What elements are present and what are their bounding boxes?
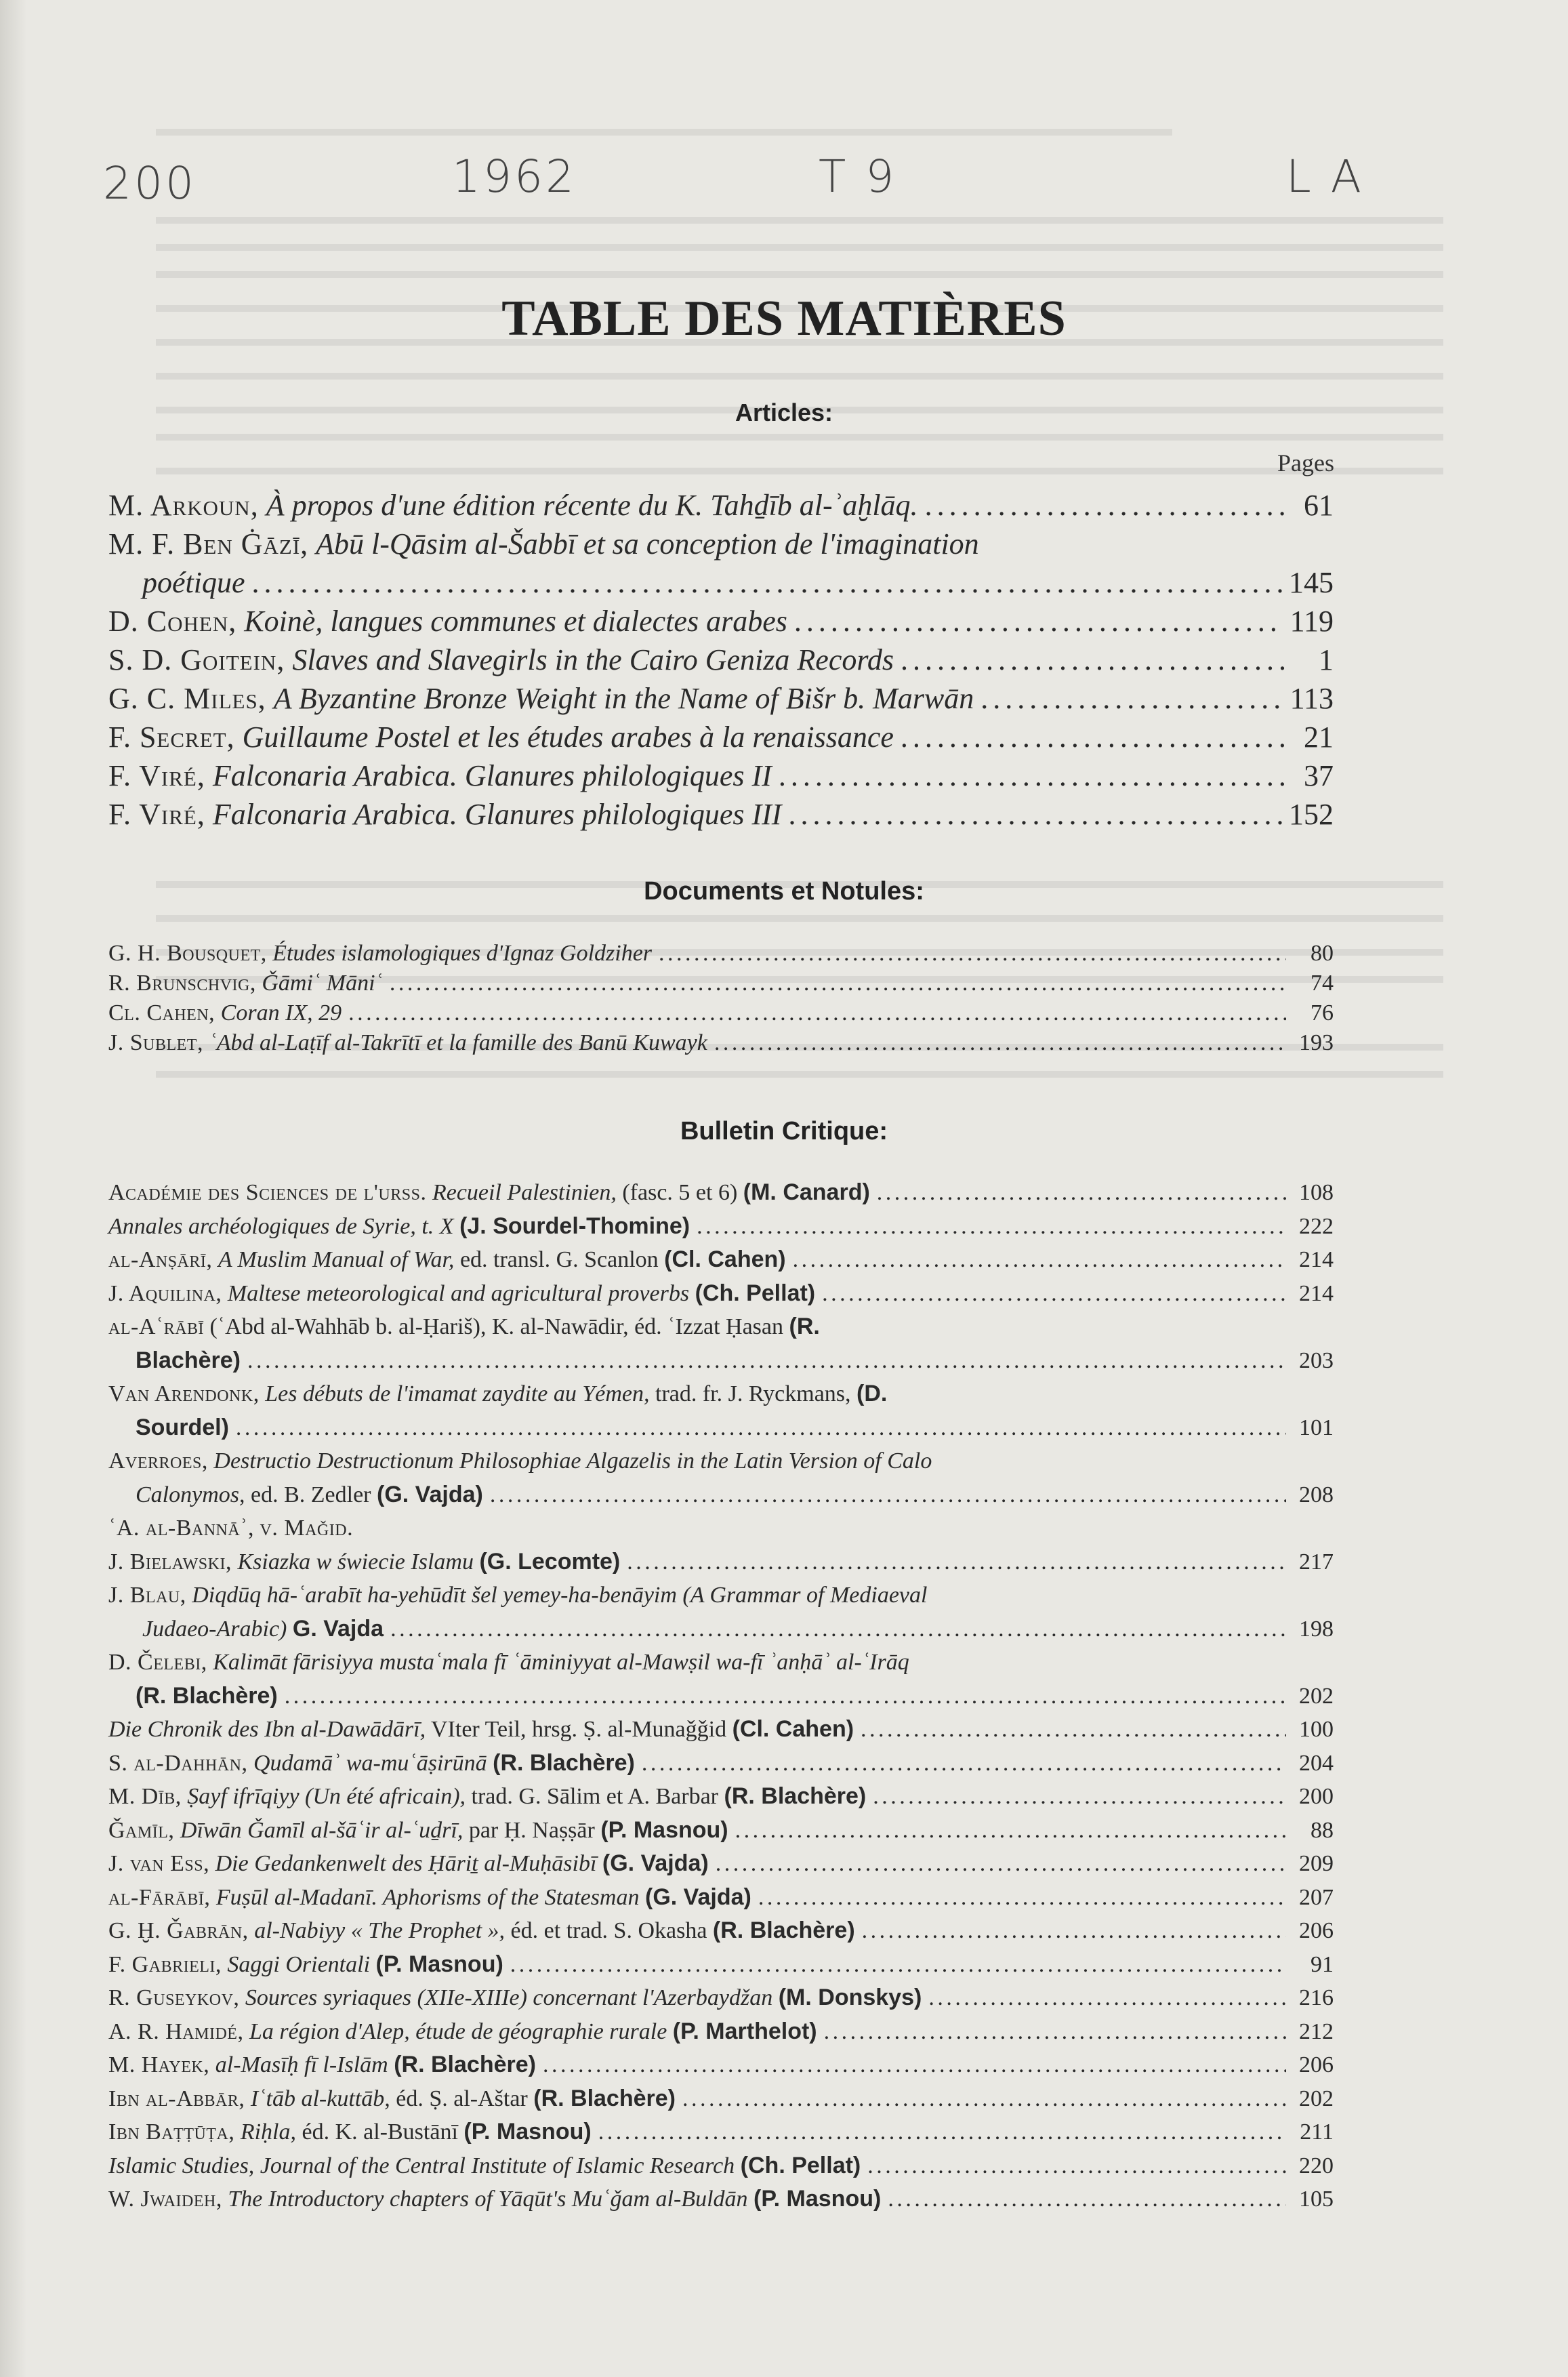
page-fold-shadow — [0, 0, 27, 2377]
entry-page: 74 — [1311, 971, 1334, 996]
list-item — [108, 1881, 1334, 1915]
entry-page: 108 — [1299, 1180, 1334, 1205]
entry-page: 214 — [1299, 1247, 1334, 1272]
entry-reviewer: (M. Canard) — [743, 1179, 870, 1205]
entry-page: 222 — [1299, 1213, 1334, 1239]
entry-author: R. Guseykov, — [108, 1985, 240, 2010]
entry-page: 207 — [1299, 1884, 1334, 1910]
list-item — [108, 1176, 1334, 1210]
entry-author: J. Aquilina, — [108, 1280, 222, 1306]
entry-title: Abū l-Qāsim al-Šabbī et sa conception de l'imagination — [316, 527, 979, 561]
entry-author: M. F. Ben Ġāzī, — [108, 527, 309, 561]
list-item — [108, 1028, 1334, 1058]
entry-title: A Byzantine Bronze Weight in the Name of Bišr b. Marwān — [273, 682, 974, 715]
entry-page: 119 — [1290, 605, 1334, 638]
entry-page: 214 — [1299, 1280, 1334, 1306]
list-item — [108, 756, 1334, 795]
entry-title: Islamic Studies, Journal of the Central Institute of Islamic Research — [108, 2153, 735, 2178]
handwritten-annotation-2: 1962 — [452, 150, 577, 203]
entry-reviewer: (P. Marthelot) — [672, 2018, 817, 2044]
pages-label: Pages — [1277, 449, 1334, 476]
handwritten-annotation-3: T 9 — [819, 150, 897, 203]
list-item — [108, 1981, 1334, 2015]
entry-title: Sources syriaques (XIIe-XIIIe) concernant l'Azerbaydžan — [245, 1985, 773, 2010]
entry-author: Ǧamīl, — [108, 1817, 175, 1843]
entry-title-cont: Calonymos, — [136, 1482, 245, 1507]
entry-page: 101 — [1299, 1415, 1334, 1440]
list-item — [108, 1545, 1334, 1579]
entry-title: Ǧāmiʿ Māniʿ — [262, 971, 383, 996]
entry-page: 91 — [1311, 1951, 1334, 1977]
entry-title: Guillaume Postel et les études arabes à la renaissance — [242, 720, 894, 754]
entry-reviewer: (G. Vajda) — [645, 1884, 751, 1910]
entry-details: VIter Teil, hrsg. Ṣ. al-Munaǧǧid — [431, 1717, 727, 1742]
entry-page: 200 — [1299, 1784, 1334, 1809]
entry-author: W. Jwaideh, — [108, 2187, 222, 2212]
entry-author: F. Viré, — [108, 798, 205, 831]
entry-author: M. Dīb, — [108, 1784, 182, 1809]
list-item — [108, 641, 1334, 679]
entry-details: ed. transl. G. Scanlon — [459, 1247, 659, 1272]
entry-page: 204 — [1299, 1750, 1334, 1776]
entry-author: J. van Ess, — [108, 1851, 210, 1876]
entry-reviewer: (R. Blachère) — [724, 1783, 867, 1809]
entry-reviewer: (R. Blachère) — [712, 1917, 855, 1943]
entry-page: 1 — [1319, 643, 1334, 676]
entry-reviewer: (G. Vajda) — [602, 1850, 709, 1876]
entry-title: Saggi Orientali — [227, 1951, 371, 1977]
entry-reviewer: (Cl. Cahen) — [732, 1716, 854, 1742]
entry-details: éd. et trad. S. Okasha — [510, 1918, 707, 1943]
entry-page: 211 — [1300, 2119, 1334, 2145]
entry-reviewer: (R. — [789, 1314, 820, 1339]
list-item — [108, 2149, 1334, 2183]
entry-title: Falconaria Arabica. Glanures philologiques III — [212, 798, 782, 831]
list-item — [108, 1814, 1334, 1848]
list-item — [108, 2115, 1334, 2149]
documents-list — [108, 939, 1334, 1058]
entry-author: R. Brunschvig, — [108, 971, 256, 996]
entry-author: Ibn al-Abbār, — [108, 2086, 245, 2111]
list-item — [108, 1511, 1334, 1545]
page-title: TABLE DES MATIÈRES — [501, 291, 1067, 346]
list-item — [108, 1444, 1334, 1511]
entry-title: al-Nabiyy « The Prophet », — [254, 1918, 506, 1943]
documents-heading: Documents et Notules: — [644, 877, 924, 906]
entry-title: Koinè, langues communes et dialectes arabes — [244, 605, 787, 638]
entry-title: À propos d'une édition récente du K. Tahḏīb al-ʾaḫlāq. — [266, 489, 918, 522]
list-item — [108, 1747, 1334, 1781]
list-item — [108, 795, 1334, 834]
entry-author: G. Ḫ. Ǧabrān, — [108, 1918, 249, 1943]
list-item — [108, 1310, 1334, 1377]
list-item — [108, 1210, 1334, 1244]
list-item — [108, 969, 1334, 998]
entry-author: S. D. Goitein, — [108, 643, 285, 676]
entry-details: par Ḥ. Naṣṣār — [468, 1817, 595, 1843]
list-item — [108, 525, 1334, 602]
entry-author: Ibn Baṭṭūṭa, — [108, 2119, 235, 2145]
entry-title: Die Gedankenwelt des Ḥāriṯ al-Muḥāsibī — [215, 1851, 597, 1876]
entry-author: ʿA. al-Bannāʾ, — [108, 1516, 255, 1541]
entry-title: Ṣayf ifrīqiyy (Un été africain), — [187, 1784, 466, 1809]
entry-page: 61 — [1304, 489, 1334, 522]
entry-title: Diqdūq hā-ʿarabīt ha-yehūdīt šel yemey-ha-benāyim (A Grammar of Mediaeval — [192, 1583, 928, 1608]
entry-reviewer: (D. — [857, 1381, 888, 1406]
entry-author: Cl. Cahen, — [108, 1000, 215, 1025]
entry-reviewer: (G. Vajda) — [377, 1481, 483, 1507]
entry-title: Annales archéologiques de Syrie, t. X — [108, 1213, 454, 1239]
entry-details: v. Maǧid. — [260, 1516, 354, 1541]
entry-reviewer: (G. Lecomte) — [479, 1548, 621, 1574]
entry-title: Falconaria Arabica. Glanures philologiques II — [212, 759, 772, 792]
list-item — [108, 1277, 1334, 1311]
entry-reviewer: (R. Blachère) — [533, 2085, 676, 2111]
entry-page: 202 — [1299, 2086, 1334, 2111]
entry-page: 208 — [1299, 1482, 1334, 1507]
list-item — [108, 718, 1334, 756]
list-item — [108, 1914, 1334, 1948]
entry-reviewer-cont: Blachère) — [136, 1347, 241, 1373]
entry-reviewer: (P. Masnou) — [463, 2119, 592, 2145]
entry-details: (ʿAbd al-Wahhāb b. al-Ḥariš), K. al-Nawādir, éd. ʿIzzat Ḥasan — [209, 1314, 783, 1339]
entry-reviewer: (R. Blachère) — [493, 1749, 635, 1776]
entry-title: Iʿtāb al-kuttāb, — [250, 2086, 390, 2111]
entry-author: J. Bielawski, — [108, 1549, 232, 1574]
entry-page: 21 — [1304, 720, 1334, 754]
entry-reviewer: (P. Masnou) — [375, 1951, 503, 1977]
list-item — [108, 1948, 1334, 1982]
entry-reviewer: (R. Blachère) — [136, 1682, 278, 1709]
entry-reviewer: (J. Sourdel-Thomine) — [459, 1213, 690, 1239]
entry-title-cont: Judaeo-Arabic) — [142, 1616, 287, 1642]
entry-page: 80 — [1311, 941, 1334, 966]
entry-title: Coran IX, 29 — [220, 1000, 342, 1025]
list-item — [108, 998, 1334, 1028]
entry-page: 206 — [1299, 1918, 1334, 1943]
entry-title: Qudamāʾ wa-muʿāṣirūnā — [253, 1750, 487, 1776]
entry-title-cont: poétique — [142, 566, 245, 599]
entry-page: 209 — [1299, 1851, 1334, 1876]
entry-page: 206 — [1299, 2052, 1334, 2077]
entry-author: F. Secret, — [108, 720, 235, 754]
entry-page: 37 — [1304, 759, 1334, 792]
entry-page: 88 — [1311, 1817, 1334, 1843]
entry-title: La région d'Alep, étude de géographie rurale — [249, 2018, 667, 2044]
bulletin-list — [108, 1176, 1334, 2216]
list-item — [108, 1579, 1334, 1646]
entry-title: Destructio Destructionum Philosophiae Algazelis in the Latin Version of Calo — [213, 1448, 932, 1474]
entry-title: Maltese meteorological and agricultural proverbs — [227, 1280, 690, 1306]
entry-author: J. Sublet, — [108, 1030, 203, 1055]
entry-reviewer-cont: Sourdel) — [136, 1414, 229, 1440]
entry-details: trad. fr. J. Ryckmans, — [655, 1381, 851, 1406]
entry-title: al-Masīḥ fī l-Islām — [215, 2052, 388, 2077]
entry-author: G. C. Miles, — [108, 682, 266, 715]
entry-details: ed. B. Zedler — [251, 1482, 371, 1507]
list-item — [108, 1780, 1334, 1814]
entry-author: D. Čelebi, — [108, 1650, 207, 1675]
entry-reviewer: (P. Masnou) — [754, 2186, 882, 2212]
entry-page: 212 — [1299, 2018, 1334, 2044]
handwritten-annotation-1: 200 — [103, 157, 197, 209]
entry-page: 113 — [1290, 682, 1334, 715]
entry-author: M. Hayek, — [108, 2052, 210, 2077]
list-item — [108, 1243, 1334, 1277]
entry-page: 203 — [1299, 1347, 1334, 1373]
entry-author: D. Cohen, — [108, 605, 237, 638]
entry-page: 100 — [1299, 1717, 1334, 1742]
entry-reviewer: (P. Masnou) — [600, 1816, 728, 1843]
entry-title: Dīwān Ǧamīl al-šāʿir al-ʿuḏrī, — [180, 1817, 463, 1843]
entry-page: 220 — [1299, 2153, 1334, 2178]
entry-page: 76 — [1311, 1000, 1334, 1025]
entry-page: 198 — [1299, 1616, 1334, 1642]
entry-author: A. R. Hamidé, — [108, 2018, 244, 2044]
list-item — [108, 2082, 1334, 2116]
list-item — [108, 1646, 1334, 1713]
entry-author: al-Fārābī, — [108, 1884, 211, 1910]
list-item — [108, 2015, 1334, 2049]
list-item — [108, 1713, 1334, 1747]
entry-author: al-Aʿrābī — [108, 1314, 205, 1339]
entry-author: al-Anṣārī, — [108, 1247, 213, 1272]
entry-author: F. Viré, — [108, 759, 205, 792]
list-item — [108, 1377, 1334, 1444]
entry-reviewer: (Ch. Pellat) — [740, 2152, 861, 2178]
entry-title: Die Chronik des Ibn al-Dawādārī, — [108, 1717, 426, 1742]
entry-author: Académie des Sciences de l'urss. — [108, 1180, 427, 1205]
entry-author: Van Arendonk, — [108, 1381, 260, 1406]
entry-author: F. Gabrieli, — [108, 1951, 222, 1977]
entry-page: 217 — [1299, 1549, 1334, 1574]
list-item — [108, 939, 1334, 969]
entry-reviewer: (R. Blachère) — [394, 2052, 536, 2077]
bulletin-heading: Bulletin Critique: — [680, 1117, 888, 1145]
entry-title: Slaves and Slavegirls in the Cairo Geniza Records — [292, 643, 894, 676]
entry-title: Ksiazka w świecie Islamu — [237, 1549, 474, 1574]
handwritten-annotation-4: L A — [1286, 150, 1364, 203]
list-item — [108, 1847, 1334, 1881]
entry-details: trad. G. Sālim et A. Barbar — [471, 1784, 719, 1809]
entry-details: éd. Ṣ. al-Aštar — [396, 2086, 528, 2111]
entry-title: Recueil Palestinien, — [432, 1180, 617, 1205]
entry-page: 216 — [1299, 1985, 1334, 2010]
entry-reviewer: (Cl. Cahen) — [664, 1246, 786, 1272]
entry-title: Études islamologiques d'Ignaz Goldziher — [272, 941, 653, 966]
entry-title: A Muslim Manual of War, — [218, 1247, 455, 1272]
entry-reviewer: (M. Donskys) — [778, 1985, 922, 2010]
entry-reviewer: G. Vajda — [292, 1615, 384, 1642]
entry-page: 145 — [1289, 566, 1334, 599]
articles-list — [108, 486, 1334, 834]
entry-reviewer: (Ch. Pellat) — [695, 1280, 816, 1306]
list-item — [108, 486, 1334, 525]
entry-page: 202 — [1299, 1683, 1334, 1709]
entry-title: Riḥla, — [240, 2119, 296, 2145]
entry-title: The Introductory chapters of Yāqūt's Muʿǧam al-Buldān — [228, 2187, 748, 2212]
list-item — [108, 2048, 1334, 2082]
entry-page: 193 — [1299, 1030, 1334, 1055]
list-item — [108, 2182, 1334, 2216]
entry-author: M. Arkoun, — [108, 489, 259, 522]
list-item — [108, 679, 1334, 718]
entry-author: J. Blau, — [108, 1583, 186, 1608]
entry-title: Kalimāt fārisiyya mustaʿmala fī ʿāminiyyat al-Mawṣil wa-fī ʾanḥāʾ al-ʿIrāq — [213, 1650, 909, 1675]
entry-title: Les débuts de l'imamat zaydite au Yémen, — [265, 1381, 650, 1406]
entry-title: Fuṣūl al-Madanī. Aphorisms of the Statesman — [215, 1884, 640, 1910]
entry-details: éd. K. al-Bustānī — [302, 2119, 458, 2145]
entry-page: 152 — [1289, 798, 1334, 831]
entry-details: (fasc. 5 et 6) — [622, 1180, 738, 1205]
articles-heading: Articles: — [735, 399, 833, 426]
entry-title: ʿAbd al-Laṭīf al-Takrītī et la famille des Banū Kuwayk — [209, 1030, 707, 1055]
entry-page: 105 — [1299, 2187, 1334, 2212]
entry-author: S. al-Dahhān, — [108, 1750, 248, 1776]
list-item — [108, 602, 1334, 641]
entry-author: G. H. Bousquet, — [108, 941, 267, 966]
entry-author: Averroes, — [108, 1448, 208, 1474]
